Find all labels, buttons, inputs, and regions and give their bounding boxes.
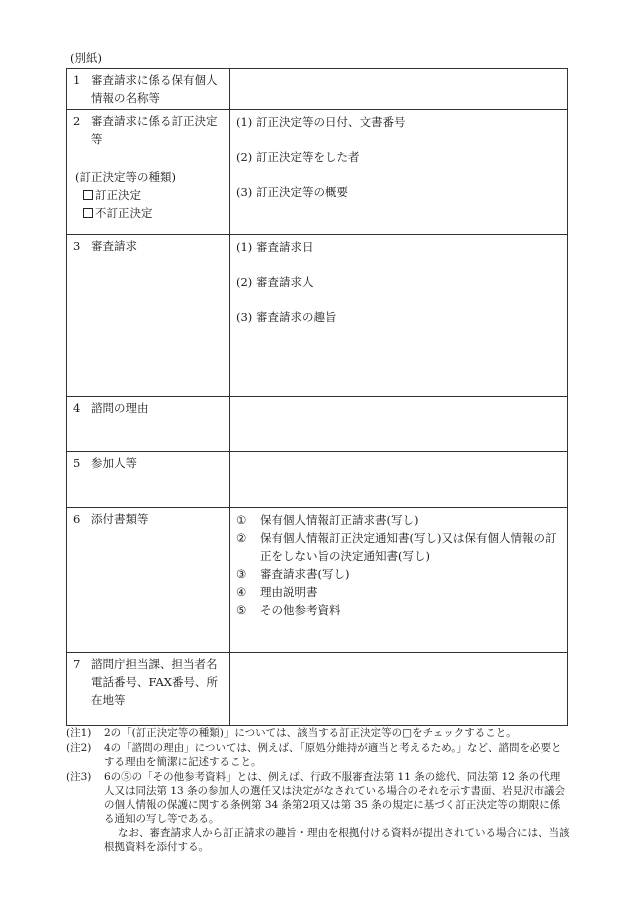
attachment-mark: ②: [236, 531, 247, 545]
row-value-cell[interactable]: [230, 452, 568, 508]
row-value-cell[interactable]: [230, 69, 568, 110]
row-label-text: 諮問庁担当課、担当者名電話番号、FAX番号、所在地等: [91, 657, 218, 707]
row-label: [67, 110, 230, 235]
field-item: (1) 訂正決定等の日付、文書番号: [236, 115, 406, 129]
table-row: [67, 235, 568, 397]
field-item: (1) 審査請求日: [236, 240, 314, 254]
row-label-text: 審査請求に係る訂正決定等: [91, 114, 218, 146]
note-label: (注1): [66, 727, 92, 739]
checkbox-icon[interactable]: [83, 190, 93, 200]
field-item: (2) 審査請求人: [236, 275, 314, 289]
row-label: [67, 653, 230, 726]
checkbox-option[interactable]: [73, 204, 225, 222]
attachment-item: [236, 601, 561, 619]
attachment-item: [236, 565, 561, 583]
row-value-cell[interactable]: [230, 508, 568, 653]
row-label-text: 参加人等: [91, 456, 137, 470]
document-heading: (別紙): [70, 51, 102, 65]
note-text: 6の⑤の「その他参考資料」とは、例えば、行政不服審査法第 11 条の総代、同法第 12 条の代理人又は同法第 13 条の参加人の選任又は決定がなされている場合のそれを示す書面、岩見沢市議会の個人情報の保護に関する条例第 34 条第2項又は第 35 条の規定に基づく訂正決定等の期限に係る通知の写し等である。: [104, 771, 566, 825]
row-label-text: 添付書類等: [91, 512, 149, 526]
row-number: 1: [73, 73, 81, 87]
row-label: [67, 452, 230, 508]
row-number: 7: [73, 657, 81, 671]
row-label-text: 審査請求: [91, 239, 137, 253]
attachment-item: [236, 529, 561, 565]
decision-kind-title: (訂正決定等の種類): [75, 170, 176, 184]
row-number: 6: [73, 512, 81, 526]
checkbox-label: 不訂正決定: [95, 206, 153, 220]
attachment-text: 審査請求書(写し): [260, 567, 350, 581]
row-label: [67, 69, 230, 110]
row-label: [67, 397, 230, 452]
table-row: [67, 397, 568, 452]
attachment-mark: ⑤: [236, 603, 247, 617]
table-row: [67, 653, 568, 726]
row-number: 4: [73, 401, 81, 415]
row-value-cell[interactable]: [230, 397, 568, 452]
field-item: (3) 審査請求の趣旨: [236, 310, 337, 324]
row-number: 5: [73, 456, 81, 470]
table-row: [67, 508, 568, 653]
row-value-cell[interactable]: [230, 235, 568, 397]
row-number: 2: [73, 114, 81, 128]
note-label: (注2): [66, 742, 92, 754]
note-label: (注3): [66, 771, 92, 783]
table-row: [67, 69, 568, 110]
checkbox-option[interactable]: [73, 186, 225, 204]
checkbox-icon[interactable]: [83, 208, 93, 218]
note-item: [66, 726, 570, 740]
table-row: [67, 452, 568, 508]
row-label-text: 審査請求に係る保有個人情報の名称等: [91, 73, 218, 105]
note-text: 2の「(訂正決定等の種類)」については、該当する訂正決定等の□をチェックすること。: [104, 727, 517, 739]
attachment-text: 理由説明書: [260, 585, 318, 599]
attachment-mark: ①: [236, 513, 247, 527]
note-item: [66, 741, 570, 769]
attachment-text: 保有個人情報訂正請求書(写し): [260, 513, 419, 527]
attachment-text: その他参考資料: [260, 603, 341, 617]
row-label: [67, 508, 230, 653]
note-text-continued: なお、審査請求人から訂正請求の趣旨・理由を根拠付ける資料が提出されている場合には、当該根拠資料を添付する。: [104, 827, 570, 853]
note-text: 4の「諮問の理由」については、例えば、「原処分維持が適当と考えるため。」など、諮問を必要とする理由を簡潔に記述すること。: [104, 742, 562, 768]
row-label: [67, 235, 230, 397]
attachment-text: 保有個人情報訂正決定通知書(写し)又は保有個人情報の訂正をしない旨の決定通知書(写し): [260, 531, 557, 563]
attachment-item: [236, 511, 561, 529]
row-label-text: 諮問の理由: [91, 401, 149, 415]
attachment-mark: ③: [236, 567, 247, 581]
notes-section: [66, 726, 570, 855]
attachment-mark: ④: [236, 585, 247, 599]
row-value-cell[interactable]: [230, 653, 568, 726]
field-item: (3) 訂正決定等の概要: [236, 185, 348, 199]
attachment-item: [236, 583, 561, 601]
note-item: [66, 770, 570, 854]
row-value-cell[interactable]: [230, 110, 568, 235]
table-row: [67, 110, 568, 235]
request-form-table: [66, 68, 568, 726]
field-item: (2) 訂正決定等をした者: [236, 150, 360, 164]
checkbox-label: 訂正決定: [95, 188, 141, 202]
row-number: 3: [73, 239, 81, 253]
